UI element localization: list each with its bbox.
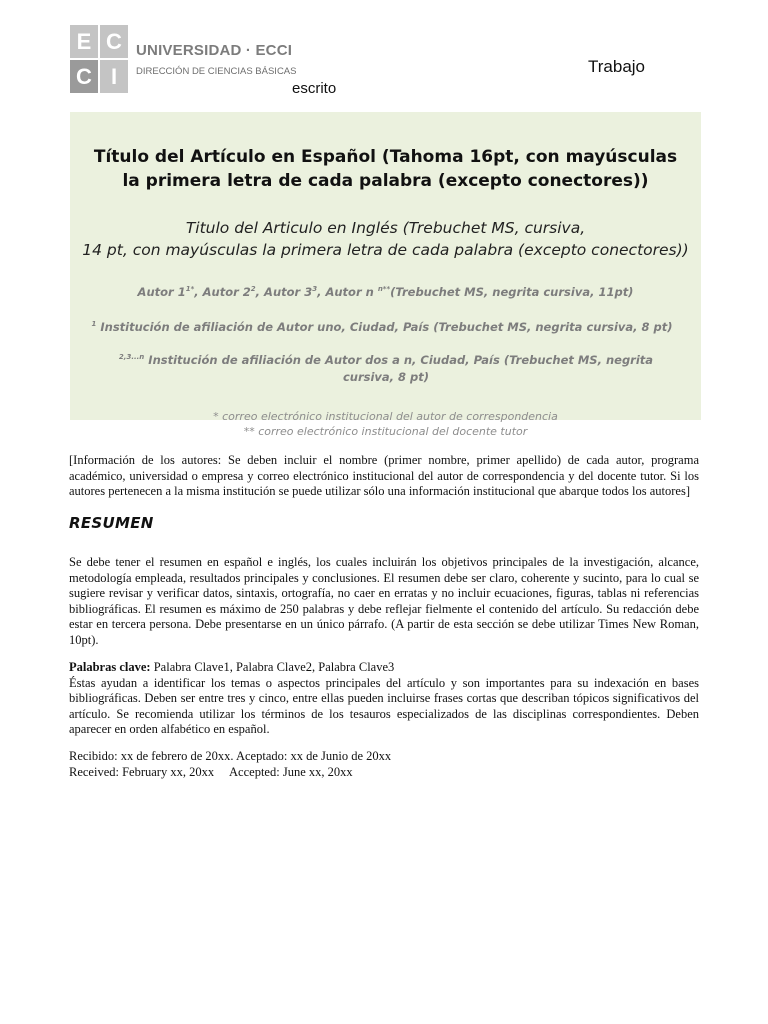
title-english-line2: 14 pt, con mayúsculas la primera letra de cada palabra (excepto conectores)) [82, 241, 689, 259]
logo-mark [70, 25, 128, 93]
header-word-escrito: escrito [292, 80, 337, 97]
logo-letter-i: I [100, 60, 128, 93]
resumen-paragraph: Se debe tener el resumen en español e inglés, los cuales incluirán los objetivos principales de la investigación, alcance, metodología empleada, resultados principales y conclusiones. El resumen debe ser claro, coherente y sucinto, para lo cual se sugiere revisar y verificar datos, sintaxis, ortografía, no caer en erratas y no incluir ecuaciones, figuras, tablas ni referencias bibliográficas. El resumen es máximo de 250 palabras y debe reflejar fielmente el contenido del artículo. Su redacción debe estar en tercera persona. Debe presentarse en un único párrafo. (A partir de esta sección se debe utilizar Times New Roman, 10pt). [69, 555, 699, 647]
author-2-sup: 2 [250, 285, 256, 293]
logo-letter-c1: C [100, 25, 128, 58]
logo-letter-e: E [70, 25, 98, 58]
title-spanish-line2: la primera letra de cada palabra (excepto conectores)) [122, 171, 649, 191]
affiliation-2 [96, 349, 676, 386]
affiliation-2-text: Institución de afiliación de Autor dos a n, Ciudad, País (Trebuchet MS, negrita cursiva, 8 pt) [144, 352, 654, 384]
author-1: Autor 1 [137, 284, 186, 299]
title-english [70, 217, 701, 261]
header-word-trabajo: Trabajo [588, 57, 646, 76]
title-spanish-line1: Título del Artículo en Español (Tahoma 16pt, con mayúsculas [93, 147, 678, 167]
affiliation-1 [82, 316, 682, 335]
affiliation-2-sup: 2,3...n [118, 353, 145, 361]
title-english-line1: Titulo del Articulo en Inglés (Trebuchet MS, cursiva, [185, 219, 586, 237]
keywords-values: Palabra Clave1, Palabra Clave2, Palabra Clave3 [150, 660, 395, 674]
author-n-sup: n** [377, 285, 391, 293]
correspondence-email-note: * correo electrónico institucional del autor de correspondencia [213, 410, 558, 423]
author-2: , Autor 2 [194, 284, 251, 299]
affiliation-1-text: Institución de afiliación de Autor uno, Ciudad, País (Trebuchet MS, negrita cursiva, 8 pt) [96, 319, 673, 334]
keywords-label: Palabras clave: [69, 660, 151, 674]
dates-english: Received: February xx, 20xx Accepted: June xx, 20xx [69, 764, 353, 779]
dates-spanish: Recibido: xx de febrero de 20xx. Aceptado: xx de Junio de 20xx [69, 749, 392, 763]
author-1-sup: 1* [185, 285, 195, 293]
keywords-section [69, 660, 699, 738]
authors-line [70, 281, 701, 300]
keywords-line [69, 660, 699, 676]
dates-block [69, 749, 391, 780]
authors-format-note: (Trebuchet MS, negrita cursiva, 11pt) [390, 284, 634, 299]
title-spanish [70, 145, 701, 193]
logo-university-name: UNIVERSIDAD · ECCI [136, 42, 293, 59]
author-3-sup: 3 [312, 285, 318, 293]
author-info-paragraph: [Información de los autores: Se deben incluir el nombre (primer nombre, primer apellido) de cada autor, programa académico, universidad o empresa y correo electrónico institucional del autor de correspondencia y del docente tutor. Si los autores pertenecen a la misma institución se puede utilizar sólo una información institucional que abarque todos los autores] [69, 453, 699, 499]
affiliation-1-sup: 1 [91, 320, 97, 328]
logo-letter-c2: C [70, 60, 98, 93]
keywords-description: Éstas ayudan a identificar los temas o aspectos principales del artículo y son importantes para su indexación en bases bibliográficas. Deben ser entre tres y cinco, entre ellas pueden incluirse frases cortas que describan tópicos significativos del artículo. Se recomienda utilizar los términos de los tesauros especializados de las disciplinas correspondientes. Deben aparecer en orden alfabético en español. [69, 675, 699, 737]
author-n: , Autor n [317, 284, 378, 299]
resumen-heading: RESUMEN [69, 514, 154, 532]
tutor-email-note: ** correo electrónico institucional del docente tutor [243, 425, 528, 438]
logo-department: DIRECCIÓN DE CIENCIAS BÁSICAS [136, 66, 297, 77]
author-3: , Autor 3 [255, 284, 313, 299]
university-logo [70, 25, 297, 95]
